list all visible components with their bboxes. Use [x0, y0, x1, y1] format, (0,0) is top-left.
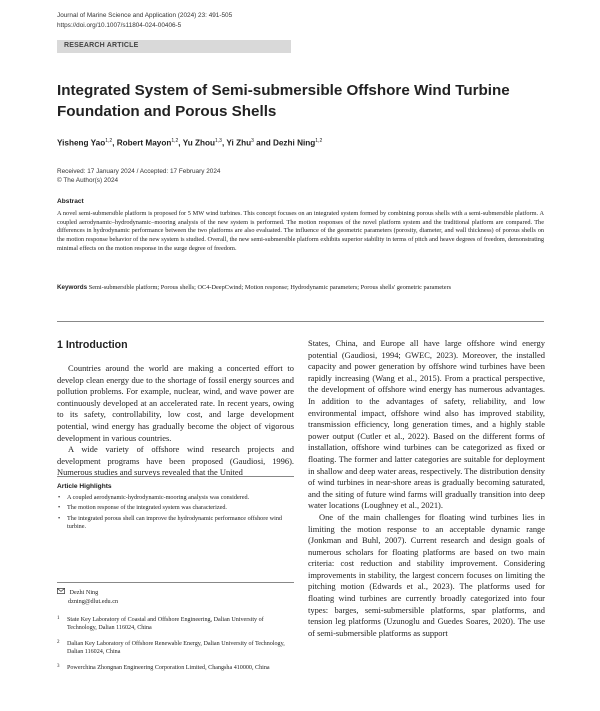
dates-block [57, 168, 220, 185]
author-name: Yu Zhou [182, 138, 215, 148]
author-affiliation-marker: 1,2 [105, 138, 113, 144]
article-highlights [57, 483, 294, 534]
section-heading: 1 Introduction [57, 339, 128, 351]
intro-paragraph-continued: States, China, and Europe all have large offshore wind energy potential (Gaudiosi, 1994; GWEC, 2023). Moreover, the installed capacity and power generation by offshore wind turbines have been rapidly increasing (Wang et al., 2015). From a practical perspective, the development of offshore wind energy has numerous advantages. In addition to the advantages of safety, reliability, and low environmental impact, offshore wind also has improved stability, transmission efficiency, long generation times, and a highly stable power output (Cutler et al., 2022). Based on the different forms of installation, offshore wind turbines can be categorized as fixed or floating. The former and latter categories are suitable for deployment in shallow and deep water areas, respectively. The distribution density of wind turbines in near-shore areas is gradually becoming saturated, and the siting of future wind farms will gradually transition into deep water locations (Loughney et al., 2021). [308, 338, 545, 511]
keywords-text: Semi-submersible platform; Porous shells; OC4-DeepCwind; Motion response; Hydrodynamic parameters; Porous shells' geometric parameters [88, 284, 452, 291]
intro-paragraph-2: A wide variety of offshore wind research projects and development programs have been proposed (Gaudiosi, 1996). Numerous studies and surveys revealed that the United [57, 444, 294, 478]
abstract-heading: Abstract [57, 198, 84, 205]
intro-paragraph-1: Countries around the world are making a concerted effort to develop clean energy due to the shortage of fossil energy sources and pollution problems. For example, nuclear, wind, and wave power are continuously developed at an accelerated rate. In recent years, owing to its safety, controllability, low cost, and large development potential, wind energy has gradually become the object of vigorous development in various countries. [57, 363, 294, 443]
affiliation-number: 2 [57, 640, 60, 645]
affiliation-item [57, 640, 294, 657]
highlight-item: • A coupled aerodynamic-hydrodynamic-mooring analysis was considered. [57, 494, 294, 502]
author-separator: , [178, 138, 183, 148]
affiliation-text: Powerchina Zhongnan Engineering Corporation Limited, Changsha 410000, China [67, 665, 270, 671]
author-separator: , [221, 138, 227, 148]
affiliation-number: 3 [57, 664, 60, 669]
doi-link[interactable]: https://doi.org/10.1007/s11804-024-00406-5 [57, 22, 182, 29]
author-affiliation-marker: 1,2 [171, 138, 179, 144]
envelope-icon [57, 588, 68, 598]
right-column-body [308, 338, 545, 639]
copyright-line: © The Author(s) 2024 [57, 176, 119, 184]
contact-top-rule [57, 582, 294, 583]
contact-email[interactable]: dzning@dlut.edu.cn [68, 597, 119, 605]
section-divider [57, 321, 544, 322]
journal-header [57, 11, 232, 31]
left-column-body [57, 363, 294, 479]
intro-paragraph-3: One of the main challenges for floating wind turbines lies in limiting the motion response to an acceptable dynamic range (Jonkman and Buhl, 2007). Current research and design goals of numerous scholars for floating platforms are based on two main criteria: cost reduction and stability improvement. Considering improvements in stability, the largest concern focuses on limiting the pitching motion (Edwards et al., 2023). The platforms used for floating wind turbines are currently broadly categorized into four types: barges, semi-submersible platforms, spar platforms, and tension leg platforms (Uzunoglu and Guedes Soares, 2020). The use of semi-submersible platforms as support [308, 511, 545, 638]
journal-citation: Journal of Marine Science and Application (2024) 23: 491-505 [57, 12, 233, 19]
keywords-block [57, 284, 544, 293]
affiliation-text: State Key Laboratory of Coastal and Offshore Engineering, Dalian University of Technology, Dalian 116024, China [67, 617, 264, 632]
corresponding-author [57, 588, 294, 606]
highlight-item: • The integrated porous shell can improve the hydrodynamic performance offshore wind turbine. [57, 515, 294, 532]
paper-title: Integrated System of Semi-submersible Offshore Wind Turbine Foundation and Porous Shells [57, 82, 510, 120]
received-accepted-dates: Received: 17 January 2024 / Accepted: 17 February 2024 [57, 168, 221, 175]
contact-name: Dezhi Ning [69, 589, 99, 596]
author-name: Dezhi Ning [272, 138, 316, 148]
affiliation-number: 1 [57, 616, 60, 621]
affiliation-item [57, 664, 294, 672]
author-affiliation-marker: 1,2 [315, 138, 323, 144]
article-type-band [57, 40, 291, 53]
author-name: Yi Zhu [226, 138, 252, 148]
author-affiliation-marker: 1,3 [215, 138, 222, 144]
author-separator: and [253, 138, 273, 148]
affiliation-item [57, 616, 294, 633]
abstract-text: A novel semi-submersible platform is proposed for 5 MW wind turbines. This concept focuses on an integrated system formed by combining porous shells with a semi-submersible platform. A coupled aerodynamic–hydrodynamic–mooring analysis of the new system is performed. The motion responses of the novel platform system and the traditional platform are compared. The differences in hydrodynamic performance between the two platforms are also evaluated. The influence of the geometric parameters (porosity, diameter, and wall thickness) of porous shells on the motion response behavior of the new system is studied. Overall, the new semi-submersible platform exhibits superior stability in terms of pitch and heave degrees of freedom, demonstrating minimal effects on the motion response in the surge degree of freedom. [57, 210, 544, 252]
highlights-top-rule [57, 476, 294, 477]
article-type-label: RESEARCH ARTICLE [64, 42, 139, 49]
author-affiliation-marker: 3 [251, 138, 254, 144]
keywords-label: Keywords [57, 284, 88, 291]
author-list [57, 138, 322, 148]
highlights-heading: Article Highlights [57, 483, 112, 490]
author-name: Yisheng Yao [57, 138, 106, 148]
highlight-item: • The motion response of the integrated system was characterized. [57, 504, 294, 512]
author-name: Robert Mayon [116, 138, 172, 148]
author-separator: , [112, 138, 117, 148]
affiliation-text: Dalian Key Laboratory of Offshore Renewable Energy, Dalian University of Technology, Dalian 116024, China [67, 641, 285, 656]
